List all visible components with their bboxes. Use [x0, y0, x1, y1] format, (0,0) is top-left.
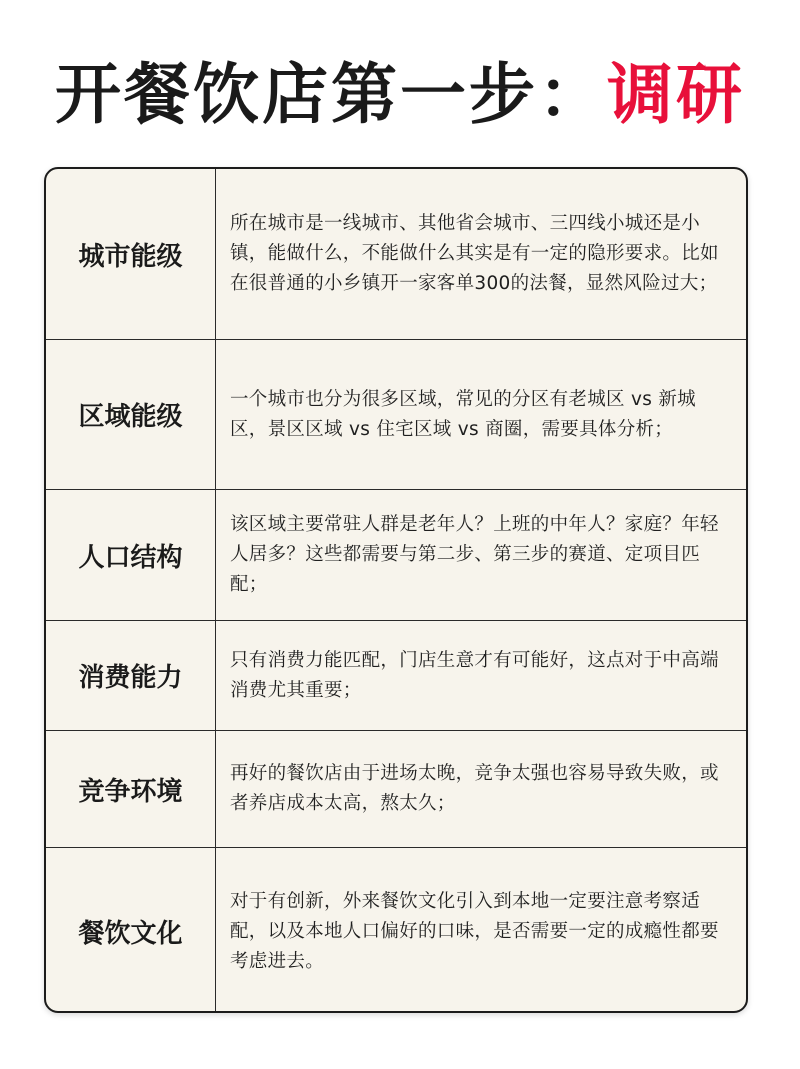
table-row-population-structure [46, 489, 746, 620]
row-text: 对于有创新，外来餐饮文化引入到本地一定要注意考察适配，以及本地人口偏好的口味，是否需要一定的成瘾性都要考虑进去。 [230, 890, 719, 972]
research-table [44, 167, 748, 1013]
page-title [0, 38, 800, 138]
row-text: 再好的餐饮店由于进场太晚，竞争太强也容易导致失败，或者养店成本太高，熬太久； [230, 763, 719, 814]
table-row-city-level [46, 169, 746, 339]
row-text: 只有消费力能匹配，门店生意才有可能好，这点对于中高端消费尤其重要； [230, 649, 719, 701]
table-row-competition [46, 730, 746, 847]
row-text: 所在城市是一线城市、其他省会城市、三四线小城还是小镇，能做什么，不能做什么其实是有一定的隐形要求。比如在很普通的小乡镇开一家客单300的法餐，显然风险过大； [230, 213, 719, 294]
row-text: 该区域主要常驻人群是老年人？上班的中年人？家庭？年轻人居多？这些都需要与第二步、第三步的赛道、定项目匹配； [230, 514, 719, 595]
row-label: 消费能力 [46, 621, 216, 730]
title-accent: 调研 [607, 55, 745, 133]
table-row-spending-power [46, 620, 746, 730]
row-text: 一个城市也分为很多区域，常见的分区有老城区 vs 新城区，景区区域 vs 住宅区域 vs 商圈，需要具体分析； [230, 388, 696, 440]
row-label: 餐饮文化 [46, 848, 216, 1013]
title-main: 开餐饮店第一步： [55, 55, 607, 133]
table-row-food-culture [46, 847, 746, 1013]
row-label: 区域能级 [46, 340, 216, 489]
row-label: 城市能级 [46, 169, 216, 339]
row-label: 人口结构 [46, 490, 216, 620]
table-row-district-level [46, 339, 746, 489]
row-label: 竞争环境 [46, 731, 216, 847]
